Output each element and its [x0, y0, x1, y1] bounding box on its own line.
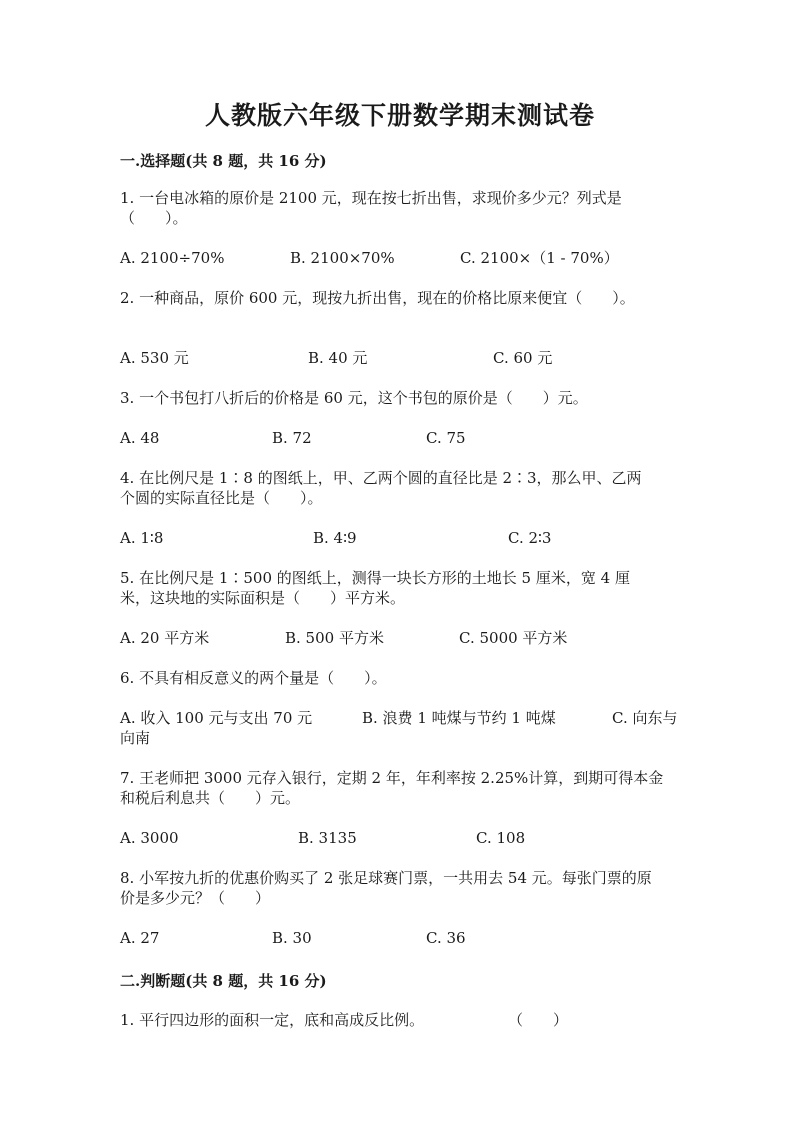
- option-c: C. 108: [476, 829, 526, 847]
- question-text-line: 6. 不具有相反意义的两个量是（ ）。: [120, 669, 387, 687]
- option-a: A. 27: [120, 929, 160, 947]
- question-6: [120, 668, 680, 688]
- option-c: C. 75: [426, 429, 466, 447]
- option-b: B. 72: [272, 429, 312, 447]
- option-a: A. 2100÷70%: [120, 249, 225, 267]
- question-text-line: 5. 在比例尺是 1∶500 的图纸上，测得一块长方形的土地长 5 厘米，宽 4 厘: [120, 569, 630, 587]
- option-b: B. 30: [272, 929, 312, 947]
- option-c: C. 36: [426, 929, 466, 947]
- question-text-line: 米，这块地的实际面积是（ ）平方米。: [120, 589, 406, 607]
- judgement-question-1: 1. 平行四边形的面积一定，底和高成反比例。: [120, 1011, 425, 1029]
- question-text-line: 价是多少元？（ ）: [120, 889, 271, 907]
- option-a: A. 1∶8: [120, 529, 164, 547]
- option-b: B. 3135: [298, 829, 357, 847]
- option-c-continued: 向南: [120, 729, 151, 747]
- option-c: C. 2∶3: [508, 529, 552, 547]
- option-a: A. 3000: [120, 829, 179, 847]
- option-c: C. 5000 平方米: [459, 629, 568, 647]
- option-c: C. 向东与: [612, 709, 678, 727]
- question-7: [120, 768, 680, 808]
- question-text-line: 个圆的实际直径比是（ ）。: [120, 489, 323, 507]
- section-heading-judgement: 二.判断题(共 8 题，共 16 分): [120, 972, 327, 990]
- option-a: A. 20 平方米: [120, 629, 210, 647]
- option-a: A. 收入 100 元与支出 70 元: [120, 709, 313, 727]
- question-text-line: 8. 小军按九折的优惠价购买了 2 张足球赛门票，一共用去 54 元。每张门票的原: [120, 869, 652, 887]
- question-text-line: 7. 王老师把 3000 元存入银行，定期 2 年，年利率按 2.25%计算，到期可得本金: [120, 769, 664, 787]
- option-c: C. 60 元: [493, 349, 553, 367]
- question-text-line: 和税后利息共（ ）元。: [120, 789, 301, 807]
- question-text-line: 2. 一种商品，原价 600 元，现按九折出售，现在的价格比原来便宜（ ）。: [120, 289, 635, 307]
- option-c: C. 2100×（1 - 70%）: [460, 249, 619, 267]
- question-3: [120, 388, 680, 408]
- option-b: B. 2100×70%: [290, 249, 395, 267]
- option-b: B. 40 元: [308, 349, 368, 367]
- question-text-line: 1. 一台电冰箱的原价是 2100 元，现在按七折出售，求现价多少元？列式是: [120, 189, 622, 207]
- option-b: B. 500 平方米: [285, 629, 384, 647]
- answer-blank: （ ）: [508, 1011, 569, 1029]
- question-text-line: 4. 在比例尺是 1∶8 的图纸上，甲、乙两个圆的直径比是 2∶3，那么甲、乙两: [120, 469, 642, 487]
- option-a: A. 48: [120, 429, 160, 447]
- question-2: [120, 288, 680, 308]
- page-title: 人教版六年级下册数学期末测试卷: [204, 101, 595, 130]
- question-text-line: 3. 一个书包打八折后的价格是 60 元，这个书包的原价是（ ）元。: [120, 389, 588, 407]
- option-b: B. 4∶9: [313, 529, 357, 547]
- question-1: [120, 188, 680, 228]
- option-a: A. 530 元: [120, 349, 189, 367]
- question-4: [120, 468, 680, 508]
- question-text-line: （ ）。: [120, 209, 188, 227]
- section-heading-choice: 一.选择题(共 8 题，共 16 分): [120, 152, 327, 170]
- option-b: B. 浪费 1 吨煤与节约 1 吨煤: [362, 709, 556, 727]
- question-5: [120, 568, 680, 608]
- question-8: [120, 868, 680, 908]
